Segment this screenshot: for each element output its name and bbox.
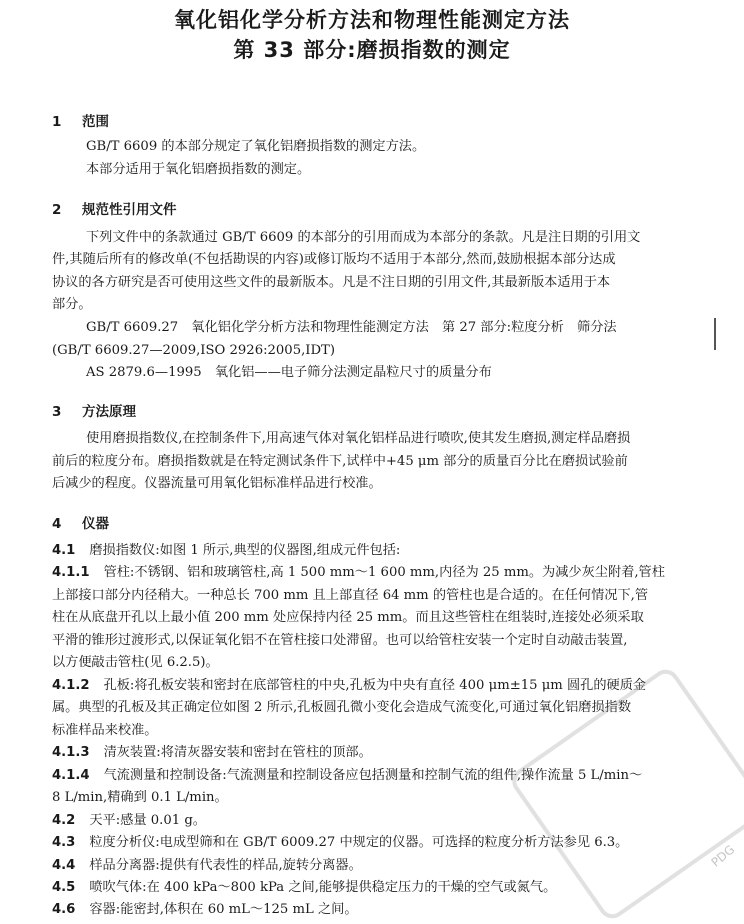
section-4-heading [52, 512, 109, 532]
paragraph-line: 部分。 [52, 297, 92, 312]
clause-number: 4.1.2 [52, 678, 90, 693]
clause-text: 样品分离器:提供有代表性的样品,旋转分离器。 [89, 858, 362, 873]
section-number: 1 [52, 114, 62, 130]
clause-number: 4.6 [52, 902, 76, 917]
paragraph-line: 属。典型的孔板及其正确定位如图 2 所示,孔板圆孔微小变化会造成气流变化,可通过氧化铝磨损指数 [52, 700, 632, 715]
paragraph-line: 以方便敲击管柱(见 6.2.5)。 [52, 655, 219, 670]
clause-4-5 [52, 877, 556, 900]
clause-4-3 [52, 832, 628, 855]
paragraph-line: 平滑的锥形过渡形式,以保证氧化铝不在管柱接口处滞留。也可以给管柱安装一个定时自动敲击装置, [52, 633, 628, 648]
clause-4-2 [52, 810, 206, 833]
paragraph-line: 下列文件中的条款通过 GB/T 6609 的本部分的引用而成为本部分的条款。凡是注日期的引用文 [86, 230, 641, 245]
clause-4-4 [52, 855, 362, 878]
clause-number: 4.1.1 [52, 565, 90, 580]
paragraph-line: 后减少的程度。仪器流量可用氧化铝标准样品进行校准。 [52, 476, 382, 491]
watermark-text: PDG [708, 842, 738, 870]
section-title: 方法原理 [82, 404, 136, 420]
paragraph: GB/T 6609 的本部分规定了氧化铝磨损指数的测定方法。 [86, 139, 426, 154]
clause-text: 管柱:不锈钢、铝和玻璃管柱,高 1 500 mm～1 600 mm,内径为 25 mm。为减少灰尘附着,管柱 [103, 565, 665, 580]
clause-4-6 [52, 899, 358, 922]
clause-number: 4.1 [52, 543, 76, 558]
clause-number: 4.4 [52, 858, 76, 873]
paragraph-line: 协议的各方研究是否可使用这些文件的最新版本。凡是不注日期的引用文件,其最新版本适用于本 [52, 275, 611, 290]
document-subtitle: 第 33 部分:磨损指数的测定 [233, 38, 511, 62]
clause-text: 磨损指数仪:如图 1 所示,典型的仪器图,组成元件包括: [89, 543, 401, 558]
clause-number: 4.2 [52, 813, 76, 828]
section-title: 范围 [82, 114, 109, 130]
clause-text: 孔板:将孔板安装和密封在底部管柱的中央,孔板为中央有直径 400 μm±15 μm 圆孔的硬质金 [103, 678, 647, 693]
section-number: 4 [52, 516, 62, 532]
clause-4-1 [52, 540, 400, 563]
section-3-heading [52, 400, 136, 420]
paragraph-line: 件,其随后所有的修改单(不包括勘误的内容)或修订版均不适用于本部分,然而,鼓励根据本部分达成 [52, 252, 616, 267]
clause-number: 4.5 [52, 880, 76, 895]
clause-text: 气流测量和控制设备:气流测量和控制设备应包括测量和控制气流的组件,操作流量 5 L/min～ [103, 768, 643, 783]
section-2-heading [52, 198, 177, 218]
section-number: 3 [52, 404, 62, 420]
clause-4-1-1 [52, 562, 665, 585]
document-title: 氧化铝化学分析方法和物理性能测定方法 [174, 8, 570, 32]
paragraph-line: 标准样品来校准。 [52, 723, 158, 738]
margin-bar [714, 318, 716, 350]
paragraph-line: 前后的粒度分布。磨损指数就是在特定测试条件下,试样中+45 μm 部分的质量百分比在磨损试验前 [52, 454, 628, 469]
clause-text: 喷吹气体:在 400 kPa～800 kPa 之间,能够提供稳定压力的干燥的空气或氮气。 [89, 880, 557, 895]
clause-text: 粒度分析仪:电成型筛和在 GB/T 6009.27 中规定的仪器。可选择的粒度分析方法参见 6.3。 [89, 835, 629, 850]
clause-text: 清灰装置:将清灰器安装和密封在管柱的顶部。 [103, 745, 372, 760]
paragraph-line: 8 L/min,精确到 0.1 L/min。 [52, 790, 228, 805]
paragraph-line: 使用磨损指数仪,在控制条件下,用高速气体对氧化铝样品进行喷吹,使其发生磨损,测定样品磨损 [86, 431, 631, 446]
reference-entry: GB/T 6609.27 氧化铝化学分析方法和物理性能测定方法 第 27 部分:粒度分析 筛分法 [86, 320, 617, 335]
section-number: 2 [52, 202, 62, 218]
paragraph-line: 柱在从底盘开孔以上最小值 200 mm 处应保持内径 25 mm。而且这些管柱在组装时,连接处必须采取 [52, 610, 644, 625]
clause-4-1-3 [52, 742, 372, 765]
clause-text: 天平:感量 0.01 g。 [89, 813, 206, 828]
section-title: 仪器 [82, 516, 109, 532]
paragraph: 本部分适用于氧化铝磨损指数的测定。 [86, 162, 311, 177]
clause-number: 4.1.3 [52, 745, 90, 760]
paragraph-line: 上部接口部分内径稍大。一种总长 700 mm 且上部直径 64 mm 的管柱也是合适的。在任何情况下,管 [52, 588, 649, 603]
clause-number: 4.1.4 [52, 768, 90, 783]
clause-text: 容器:能密封,体积在 60 mL～125 mL 之间。 [89, 902, 358, 917]
reference-entry: AS 2879.6—1995 氧化铝——电子筛分法测定晶粒尺寸的质量分布 [86, 365, 492, 380]
clause-number: 4.3 [52, 835, 76, 850]
section-1-heading [52, 110, 109, 130]
section-title: 规范性引用文件 [82, 202, 177, 218]
clause-4-1-2 [52, 675, 646, 698]
reference-entry-cont: (GB/T 6609.27—2009,ISO 2926:2005,IDT) [52, 343, 336, 358]
